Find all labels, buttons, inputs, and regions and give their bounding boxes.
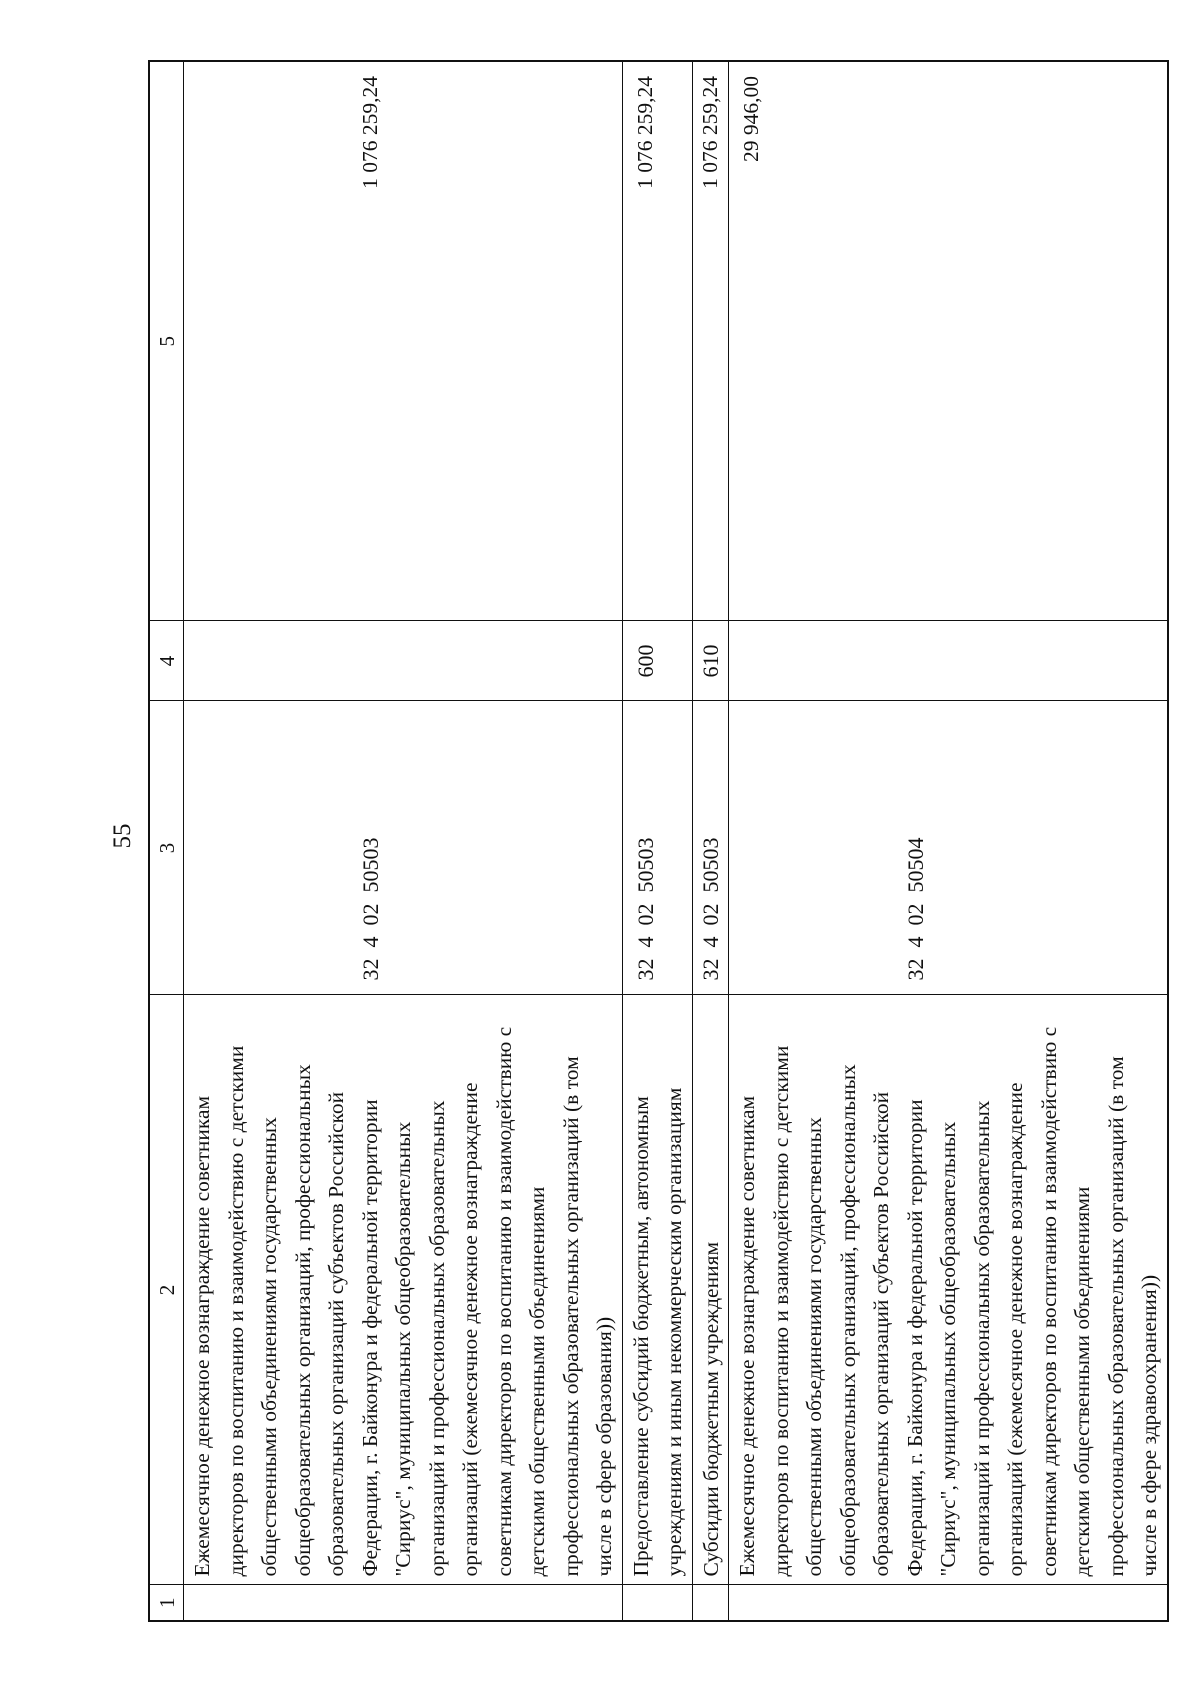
table-row xyxy=(184,61,623,1621)
table-row xyxy=(622,61,692,1621)
budget-table-sheet xyxy=(148,62,1161,1622)
header-col-2: 2 xyxy=(149,995,184,1585)
description-cell: Субсидии бюджетным учреждениям xyxy=(692,995,729,1585)
expense-type-cell: 610 xyxy=(692,621,729,701)
table-header-row xyxy=(149,61,184,1621)
budget-table xyxy=(148,60,1169,1622)
row-number-cell xyxy=(622,1585,692,1621)
page-number: 55 xyxy=(109,823,136,849)
expense-type-cell xyxy=(729,621,1168,701)
header-col-3: 3 xyxy=(149,701,184,995)
description-cell: Предоставление субсидий бюджетным, автономным учреждениям и иным некоммерческим организациям xyxy=(622,995,692,1585)
description-cell: Ежемесячное денежное вознаграждение советникам директоров по воспитанию и взаимодействию с детскими общественными объединениями государственных общеобразовательных организаций, профессиональных образовательных организаций субъектов Российской Федерации, г. Байконура и федеральной территории "Сириус", муниципальных общеобразовательных организаций и профессиональных образовательных организаций (ежемесячное денежное вознаграждение советникам директоров по воспитанию и взаимодействию с детскими общественными объединениями профессиональных образовательных организаций (в том числе в сфере здравоохранения)) xyxy=(729,995,1168,1585)
amount-cell: 29 946,00 xyxy=(729,61,1168,621)
code-cell: 32 4 02 50503 xyxy=(622,701,692,995)
header-col-5: 5 xyxy=(149,61,184,621)
expense-type-cell: 600 xyxy=(622,621,692,701)
description-cell: Ежемесячное денежное вознаграждение советникам директоров по воспитанию и взаимодействию с детскими общественными объединениями государственных общеобразовательных организаций, профессиональных образовательных организаций субъектов Российской Федерации, г. Байконура и федеральной территории "Сириус", муниципальных общеобразовательных организаций и профессиональных образовательных организаций (ежемесячное денежное вознаграждение советникам директоров по воспитанию и взаимодействию с детскими общественными объединениями профессиональных образовательных организаций (в том числе в сфере образования)) xyxy=(184,995,623,1585)
code-cell: 32 4 02 50503 xyxy=(692,701,729,995)
expense-type-cell xyxy=(184,621,623,701)
amount-cell: 1 076 259,24 xyxy=(622,61,692,621)
amount-cell: 1 076 259,24 xyxy=(184,61,623,621)
code-cell: 32 4 02 50503 xyxy=(184,701,623,995)
table-row xyxy=(729,61,1168,1621)
row-number-cell xyxy=(729,1585,1168,1621)
header-col-1: 1 xyxy=(149,1585,184,1621)
amount-cell: 1 076 259,24 xyxy=(692,61,729,621)
table-row xyxy=(692,61,729,1621)
row-number-cell xyxy=(184,1585,623,1621)
header-col-4: 4 xyxy=(149,621,184,701)
row-number-cell xyxy=(692,1585,729,1621)
code-cell: 32 4 02 50504 xyxy=(729,701,1168,995)
